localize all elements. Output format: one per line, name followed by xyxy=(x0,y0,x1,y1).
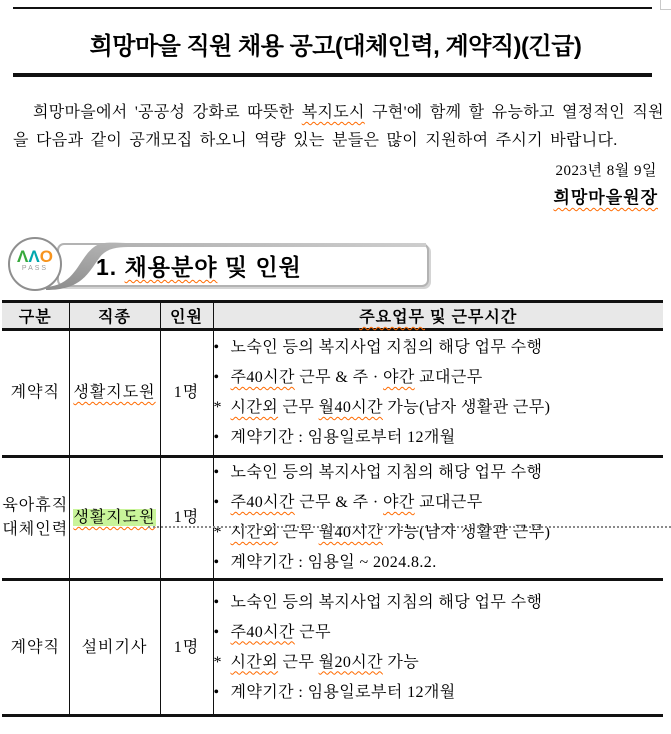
text-segment: 및 인원 xyxy=(217,254,302,280)
duty-line xyxy=(214,678,664,708)
bullet-marker: • xyxy=(213,339,220,356)
text-segment: 야간 xyxy=(383,369,415,386)
text-segment: 시간외 xyxy=(230,399,279,416)
cell-category: 육아휴직 대체인력 xyxy=(2,457,69,580)
text-segment: 희망마을에서 '공공성 강화로 따뜻한 xyxy=(33,104,302,121)
text-segment: 월40시간 xyxy=(318,399,383,416)
cell-category: 계약직 xyxy=(2,330,69,457)
duty-text xyxy=(231,618,332,648)
cell-category: 계약직 xyxy=(2,580,69,716)
text-segment: 근무 & 주 · xyxy=(294,369,384,386)
intro-paragraph xyxy=(13,99,663,155)
text-segment: 및 근무시간 xyxy=(425,309,518,326)
text-segment: 직종 xyxy=(98,309,131,326)
text-segment: 주40시간 xyxy=(230,369,295,386)
duty-text xyxy=(231,333,543,363)
duty-text xyxy=(231,488,483,518)
duty-text xyxy=(231,548,437,578)
text-segment: 시간외 xyxy=(230,524,279,541)
duty-line xyxy=(214,588,664,618)
text-segment: 근무 xyxy=(278,653,319,671)
column-header xyxy=(213,302,663,330)
cell-job xyxy=(69,580,160,716)
duty-line xyxy=(214,548,664,578)
bullet-marker: • xyxy=(213,464,220,481)
text-segment: 근무 xyxy=(294,623,331,641)
text-segment: 노숙인 등의 복지사업 지침의 해당 업무 수행 xyxy=(230,339,543,356)
duty-text xyxy=(231,588,543,618)
logo-mountain-icon: Λ xyxy=(28,247,40,266)
bullet-marker: • xyxy=(213,683,220,701)
text-segment: 노숙인 등의 복지사업 지침의 해당 업무 수행 xyxy=(230,464,543,481)
text-segment: 구분 xyxy=(18,309,52,326)
duty-line xyxy=(214,333,664,363)
title-underline-rule xyxy=(13,73,652,77)
column-header xyxy=(160,302,213,330)
text-segment: 계약기간 : 임용일 ~ 2024.8.2. xyxy=(230,554,437,571)
page-break-dotted-line xyxy=(148,526,671,528)
text-segment: 가능 xyxy=(382,653,420,671)
cell-duties xyxy=(213,457,663,580)
duty-text xyxy=(231,518,551,548)
duty-text xyxy=(231,458,543,488)
asterisk-marker: * xyxy=(213,524,222,541)
duty-text xyxy=(231,423,456,453)
pass-logo-caption: PASS xyxy=(21,265,49,272)
table-row xyxy=(2,580,663,716)
text-segment: 야간 xyxy=(383,494,415,511)
text-segment: 을 다음과 같이 공개모집 하오니 역량 있는 분들은 많이 지원하여 주시기 바랍니다. xyxy=(13,132,618,149)
cell-count: 1명 xyxy=(160,580,213,716)
section-title xyxy=(96,249,302,282)
duty-text xyxy=(231,393,551,423)
text-segment: 가능(남자 생활관 근무) xyxy=(382,524,551,541)
cell-job xyxy=(69,330,160,457)
text-segment: 주40시간 xyxy=(230,494,295,511)
duty-line xyxy=(214,393,664,423)
text-segment: 1. xyxy=(96,254,125,280)
text-segment: 근무 xyxy=(278,524,319,541)
text-segment: 근무 & 주 · xyxy=(294,494,384,511)
text-segment: 계약기간 : 임용일로부터 12개월 xyxy=(230,683,456,701)
text-segment: 생활지도원 xyxy=(73,384,156,401)
pass-logo-glyphs xyxy=(10,248,60,265)
bullet-marker: • xyxy=(213,494,220,511)
duty-line xyxy=(214,458,664,488)
text-segment: 주요업무 xyxy=(359,309,426,326)
logo-mountain-icon: Λ xyxy=(17,247,29,266)
recruitment-table xyxy=(2,300,663,717)
text-segment: 설비기사 xyxy=(81,638,148,656)
bullet-marker: • xyxy=(213,623,220,641)
cell-count: 1명 xyxy=(160,457,213,580)
text-segment: 생활지도원 xyxy=(73,509,156,526)
asterisk-marker: * xyxy=(213,399,222,416)
duty-text xyxy=(231,648,420,678)
text-segment: 인원 xyxy=(170,309,203,326)
bullet-marker: • xyxy=(213,369,220,386)
text-segment: 시간외 xyxy=(230,653,279,671)
table-header-row xyxy=(2,302,663,330)
duty-line xyxy=(214,363,664,393)
signer-line: 희망마을원장 xyxy=(553,188,658,207)
duty-line xyxy=(214,423,664,453)
text-segment: 근무 xyxy=(278,399,319,416)
duty-line xyxy=(214,518,664,548)
column-header xyxy=(2,302,69,330)
text-segment: 채용분야 xyxy=(124,254,218,280)
pass-logo xyxy=(8,237,62,291)
duty-line xyxy=(214,648,664,678)
top-rule xyxy=(13,7,652,9)
asterisk-marker: * xyxy=(213,653,222,671)
text-segment: 노숙인 등의 복지사업 지침의 해당 업무 수행 xyxy=(230,593,543,611)
text-segment: 교대근무 xyxy=(414,369,483,386)
date-line: 2023년 8월 9일 xyxy=(555,163,657,179)
bullet-marker: • xyxy=(213,429,220,446)
cell-job xyxy=(69,457,160,580)
text-segment: 월40시간 xyxy=(318,524,383,541)
bullet-marker: • xyxy=(213,554,220,571)
text-segment: 월20시간 xyxy=(318,653,383,671)
text-segment: 교대근무 xyxy=(414,494,483,511)
table-row xyxy=(2,457,663,580)
intro-line xyxy=(13,127,663,155)
text-segment: 주40시간 xyxy=(230,623,295,641)
intro-line xyxy=(13,99,663,127)
cell-duties xyxy=(213,580,663,716)
duty-text xyxy=(231,678,456,708)
duty-line xyxy=(214,488,664,518)
cell-duties xyxy=(213,330,663,457)
cell-count: 1명 xyxy=(160,330,213,457)
duty-text xyxy=(231,363,483,393)
document-title: 희망마을 직원 채용 공고(대체인력, 계약직)(긴급) xyxy=(89,33,582,60)
column-header xyxy=(69,302,160,330)
text-segment: 구현'에 함께 할 유능하고 열정적인 직원 xyxy=(364,104,664,121)
text-segment: 복지도시 xyxy=(301,104,365,121)
page-corner-mark xyxy=(660,0,671,10)
table-row xyxy=(2,330,663,457)
text-segment: 가능(남자 생활관 근무) xyxy=(382,399,551,416)
bullet-marker: • xyxy=(213,593,220,611)
logo-sun-icon: O xyxy=(39,247,53,266)
duty-line xyxy=(214,618,664,648)
text-segment: 계약기간 : 임용일로부터 12개월 xyxy=(230,429,456,446)
